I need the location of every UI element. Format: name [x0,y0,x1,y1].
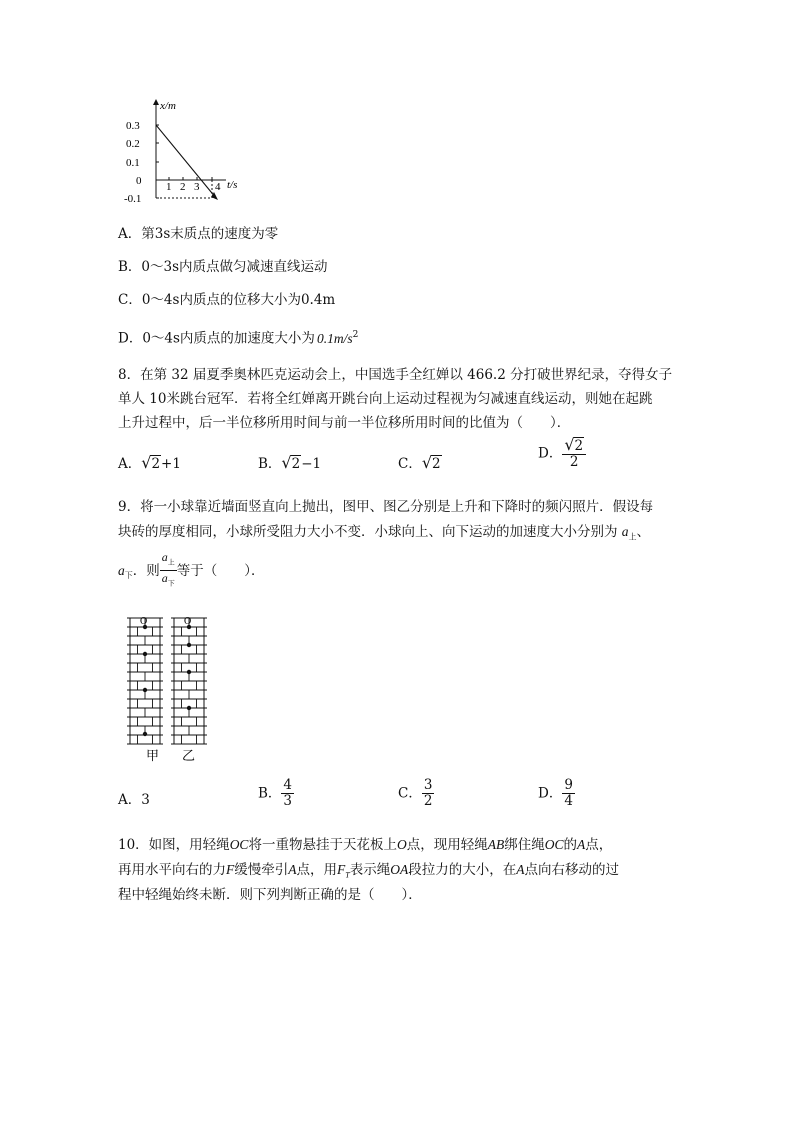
wall-right [171,618,207,744]
fig-label-right: 乙 [182,748,196,763]
q9-option-c: C． $\frac{3}{2}$ [398,777,433,809]
y-tick-neg-0.1: -0.1 [124,193,142,205]
q10-line-3: 程中轻绳始终未断．则下列判断正确的是（ ）． [118,887,422,903]
y-tick-0.1: 0.1 [126,157,140,169]
q9-line-2: 块砖的厚度相同，小球所受阻力大小不变．小球向上、向下运动的加速度大小分别为 $a_上$、 [118,524,651,542]
wall-left [127,618,163,744]
y-tick-0: 0 [136,175,142,187]
x-tick-3: 3 [194,181,200,193]
q10-line-2: 再用水平向右的力F缓慢牵引A点，用$F_T$表示绳OA段拉力的大小，在A点向右移动的过 [118,862,619,880]
y-tick-0.3: 0.3 [126,120,140,132]
q8-line-1: 8．在第 32 届夏季奥林匹克运动会上，中国选手全红婵以 466.2 分打破世界纪录，夺得女子 [118,367,673,383]
q9-option-b: B． $\frac{4}{3}$ [258,777,293,809]
position-line [156,125,216,198]
fig-label-left: 甲 [146,748,160,763]
q8-line-2: 单人 10米跳台冠军．若将全红婵离开跳台向上运动过程视为匀减速直线运动，则她在起跳 [118,391,653,407]
y-axis-arrow [153,99,159,105]
position-time-graph [122,96,262,208]
q8-option-a: A．√2+1 [118,453,181,472]
q9-option-a: A．3 [118,792,150,808]
q9-line-1: 9．将一小球靠近墙面竖直向上抛出，图甲、图乙分别是上升和下降时的频闪照片．假设每 [118,499,654,515]
q8-option-b: B．√2−1 [258,453,322,472]
q8-line-3: 上升过程中，后一半位移所用时间与前一半位移所用时间的比值为（ ）． [118,415,571,431]
y-axis-label: x/m [160,100,176,112]
x-tick-4: 4 [215,181,221,193]
q9-line-3: $a_下$．则 $\frac{a_上}{a_下}$ 等于（ ）． [118,550,265,588]
q7-option-c: C．0～4s内质点的位移大小为0.4m [118,292,336,308]
q7-option-d: D．0～4s内质点的加速度大小为 $0.1m/s^2$ [118,330,359,347]
q7-option-a: A．第3s末质点的速度为零 [118,226,279,242]
q9-option-d: D． $\frac{9}{4}$ [538,777,573,809]
brick-wall-figure [124,612,214,768]
q8-option-c: C．√2 [398,453,441,472]
x-tick-2: 2 [180,181,186,193]
y-tick-0.2: 0.2 [126,138,140,150]
top-o-left: O [140,616,148,627]
q7-option-b: B．0～3s内质点做匀减速直线运动 [118,259,328,275]
top-o-right: O [184,616,192,627]
q10-line-1: 10．如图，用轻绳OC将一重物悬挂于天花板上O点，现用轻绳AB绑住绳OC的A点， [118,837,613,853]
x-axis-label: t/s [227,179,238,191]
x-tick-1: 1 [166,181,172,193]
q8-option-d: D． $\frac{√2}{2}$ [538,437,586,470]
